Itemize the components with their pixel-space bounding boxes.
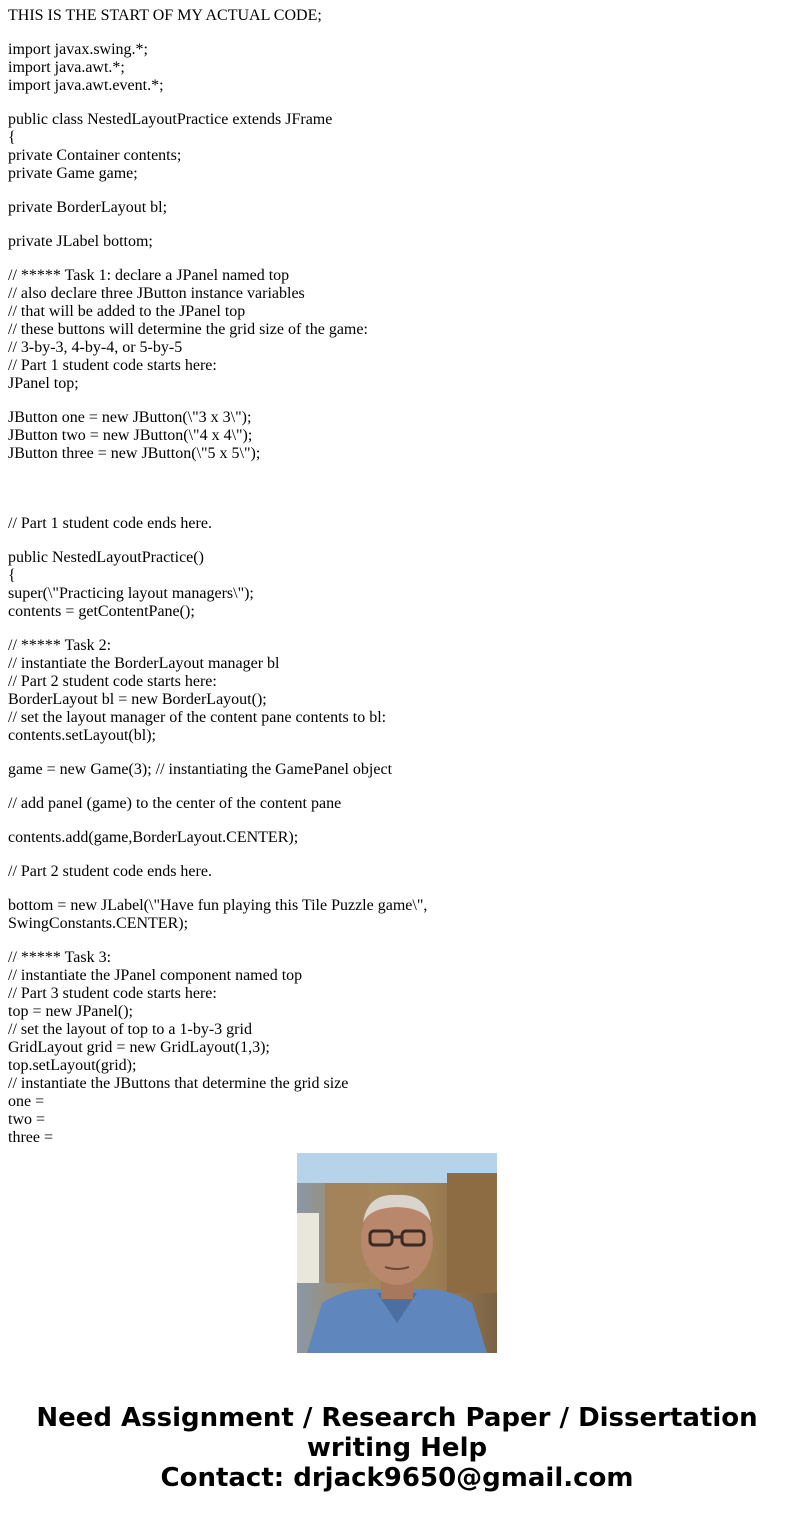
code-listing (8, 7, 788, 1146)
code-line: two = (8, 1111, 46, 1128)
code-line: // that will be added to the JPanel top (8, 303, 246, 320)
code-block (8, 897, 788, 933)
code-line: contents.add(game,BorderLayout.CENTER); (8, 829, 299, 846)
code-line: // Part 1 student code starts here: (8, 357, 217, 374)
code-line: // ***** Task 1: declare a JPanel named top (8, 267, 290, 284)
code-line: // instantiate the BorderLayout manager bl (8, 655, 280, 672)
code-line: contents = getContentPane(); (8, 603, 195, 620)
code-line: bottom = new JLabel(\"Have fun playing this Tile Puzzle game\", (8, 897, 428, 914)
code-blank-line (8, 481, 788, 499)
promo-line: writing Help (306, 1433, 488, 1463)
code-line: { (8, 129, 16, 146)
code-block (8, 199, 788, 217)
code-line: JButton three = new JButton(\"5 x 5\"); (8, 445, 261, 462)
code-line: // these buttons will determine the grid size of the game: (8, 321, 368, 338)
promo-contact: Contact: drjack9650@gmail.com (160, 1463, 634, 1493)
code-block (8, 233, 788, 251)
code-line: JButton two = new JButton(\"4 x 4\"); (8, 427, 253, 444)
code-line: private Game game; (8, 165, 138, 182)
code-line: private Container contents; (8, 147, 182, 164)
code-line: // instantiate the JPanel component named top (8, 967, 303, 984)
code-line: super(\"Practicing layout managers\"); (8, 585, 254, 602)
promo-line: Need Assignment / Research Paper / Dissertation (36, 1403, 758, 1433)
code-line: // set the layout manager of the content pane contents to bl: (8, 709, 387, 726)
code-line: SwingConstants.CENTER); (8, 915, 189, 932)
code-block (8, 829, 788, 847)
code-line: top.setLayout(grid); (8, 1057, 137, 1074)
code-line: contents.setLayout(bl); (8, 727, 156, 744)
code-line: // add panel (game) to the center of the content pane (8, 795, 342, 812)
code-line: JPanel top; (8, 375, 79, 392)
code-line: BorderLayout bl = new BorderLayout(); (8, 691, 267, 708)
code-block (8, 637, 788, 745)
code-line: private BorderLayout bl; (8, 199, 168, 216)
code-line: three = (8, 1129, 53, 1146)
code-block (8, 111, 788, 183)
code-line: one = (8, 1093, 45, 1110)
code-block (8, 409, 788, 499)
person-photo-icon (297, 1153, 497, 1353)
code-block (8, 761, 788, 779)
code-block (8, 41, 788, 95)
code-line: // Part 2 student code ends here. (8, 863, 212, 880)
code-line: // also declare three JButton instance variables (8, 285, 305, 302)
code-block (8, 549, 788, 621)
code-line: // ***** Task 3: (8, 949, 112, 966)
code-line: // Part 2 student code starts here: (8, 673, 217, 690)
code-line: private JLabel bottom; (8, 233, 153, 250)
code-line: public class NestedLayoutPractice extends JFrame (8, 111, 333, 128)
code-line: top = new JPanel(); (8, 1003, 133, 1020)
code-block (8, 949, 788, 1147)
code-line: game = new Game(3); // instantiating the GamePanel object (8, 761, 393, 778)
code-line: // 3-by-3, 4-by-4, or 5-by-5 (8, 339, 183, 356)
code-block (8, 7, 788, 25)
code-line: GridLayout grid = new GridLayout(1,3); (8, 1039, 270, 1056)
code-line: // Part 3 student code starts here: (8, 985, 217, 1002)
author-avatar (297, 1153, 497, 1353)
code-line: import java.awt.event.*; (8, 77, 164, 94)
code-line: // Part 1 student code ends here. (8, 515, 212, 532)
code-block (8, 267, 788, 393)
code-line: public NestedLayoutPractice() (8, 549, 204, 566)
code-line: import java.awt.*; (8, 59, 125, 76)
code-line: // instantiate the JButtons that determine the grid size (8, 1075, 349, 1092)
code-line: THIS IS THE START OF MY ACTUAL CODE; (8, 7, 322, 24)
promo-banner (0, 1403, 794, 1493)
code-block (8, 795, 788, 813)
code-line: // set the layout of top to a 1-by-3 grid (8, 1021, 252, 1038)
code-block (8, 515, 788, 533)
code-blank-line (8, 463, 788, 481)
code-line: { (8, 567, 16, 584)
code-block (8, 863, 788, 881)
code-line: import javax.swing.*; (8, 41, 148, 58)
code-line: JButton one = new JButton(\"3 x 3\"); (8, 409, 252, 426)
code-line: // ***** Task 2: (8, 637, 112, 654)
